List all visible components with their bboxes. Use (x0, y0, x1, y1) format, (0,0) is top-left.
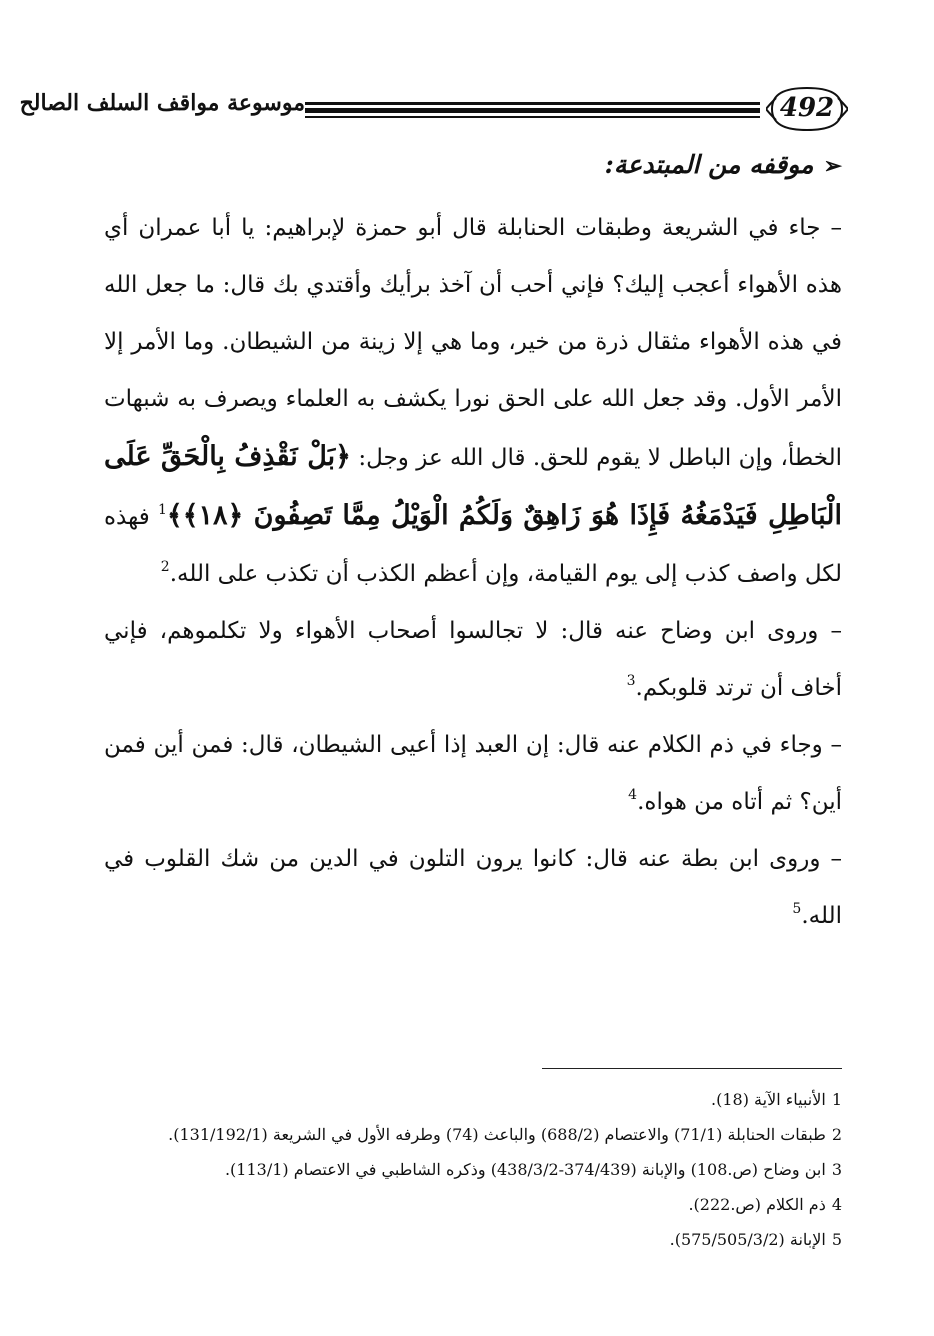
quran-verse: ﴿بَلْ نَقْذِفُ بِالْحَقِّ عَلَى الْبَاطِلِ فَيَدْمَغُهُ فَإِذَا هُوَ زَاهِقٌ وَلَكُمُ الْوَيْلُ مِمَّا تَصِفُونَ ﴿١٨﴾﴾ (104, 441, 843, 531)
footnote-reference[interactable]: 5 (792, 901, 802, 917)
footnote-text: الإبانة (575/505/3/2). (669, 1230, 826, 1249)
series-title: موسوعة مواقف السلف الصالح (19, 90, 305, 116)
footnote-item (100, 1117, 842, 1152)
footnotes (100, 1082, 842, 1257)
header-rule (305, 98, 760, 120)
footnote-number: 3 (831, 1160, 842, 1179)
footnote-text: الأنبياء الآية (18). (711, 1090, 826, 1109)
footnote-number: 4 (831, 1195, 842, 1214)
footnote-reference[interactable]: 4 (628, 787, 638, 803)
paragraph (104, 200, 842, 603)
paragraph (104, 603, 842, 717)
page-header (19, 70, 848, 150)
paragraph (104, 831, 842, 945)
footnote-item (100, 1152, 842, 1187)
footnote-number: 5 (831, 1230, 842, 1249)
paragraph-text: – وروى ابن بطة عنه قال: كانوا يرون التلون في الدين من شك القلوب في الله. (104, 846, 842, 929)
section-heading-text: موقفه من المبتدعة: (604, 150, 814, 179)
paragraph-text: – وجاء في ذم الكلام عنه قال: إن العبد إذا أعيى الشيطان، قال: فمن أين فمن أين؟ ثم أتاه من هواه. (104, 732, 842, 815)
footnote-text: طبقات الحنابلة (71/1) والاعتصام (688/2) والباعث (74) وطرفه الأول في الشريعة (131/192/1). (168, 1125, 826, 1144)
page-number: 492 (779, 93, 835, 123)
paragraph-text: – وروى ابن وضاح عنه قال: لا تجالسوا أصحاب الأهواء ولا تكلموهم، فإني أخاف أن ترتد قلوبكم. (104, 618, 842, 701)
footnote-number: 1 (831, 1090, 842, 1109)
footnote-divider (542, 1068, 842, 1069)
footnote-item (100, 1187, 842, 1222)
paragraph-text: فهذه لكل واصف كذب إلى يوم القيامة، وإن أعظم الكذب أن تكذب على الله. (104, 504, 842, 587)
footnote-reference[interactable]: 1 (157, 502, 167, 518)
footnote-item (100, 1222, 842, 1257)
footnote-number: 2 (831, 1125, 842, 1144)
footnote-reference[interactable]: 2 (160, 559, 170, 575)
paragraph-text: – جاء في الشريعة وطبقات الحنابلة قال أبو حمزة لإبراهيم: يا أبا عمران أي هذه الأهواء أعجب إليك؟ فإني أحب أن آخذ برأيك وأقتدي بك قال: ما جعل الله في هذه الأهواء مثقال ذرة من خير، وما هي إلا زينة من الشيطان. وما الأمر إلا الأمر الأول. وقد جعل الله على الحق نورا يكشف به العلماء ويصرف به شبهات الخطأ، وإن الباطل لا يقوم للحق. قال الله عز وجل: (104, 215, 842, 471)
paragraph (104, 717, 842, 831)
section-heading (342, 150, 842, 179)
arrow-bullet-icon: ➢ (823, 153, 842, 179)
page-number-badge (766, 84, 848, 134)
footnote-text: ذم الكلام (ص.222). (688, 1195, 826, 1214)
footnote-text: ابن وضاح (ص.108) والإبانة (374/439-438/3/2) وذكره الشاطبي في الاعتصام (113/1). (224, 1160, 826, 1179)
footnote-reference[interactable]: 3 (626, 673, 636, 689)
footnote-item (100, 1082, 842, 1117)
body-text (104, 200, 842, 945)
